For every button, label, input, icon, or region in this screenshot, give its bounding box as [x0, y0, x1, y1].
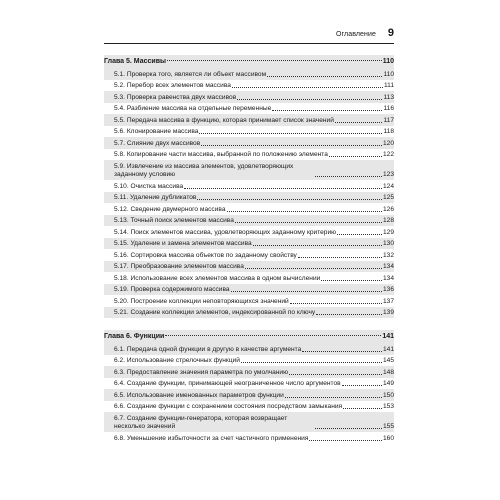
toc-entry-page: 120 — [382, 139, 394, 147]
toc-entry[interactable] — [104, 295, 394, 307]
toc-entry-title: 6.6. Создание функции с сохранением состояния посредством замыкания — [114, 403, 343, 410]
toc-entry-title: 5.13. Точный поиск элементов массива — [114, 217, 234, 224]
toc-entry-title: 5.11. Удаление дубликатов — [114, 194, 197, 201]
running-header — [104, 29, 394, 44]
chapter-page: 110 — [382, 57, 394, 65]
toc-entry-page: 129 — [382, 228, 394, 236]
chapter-heading[interactable] — [104, 330, 394, 343]
leader-dots — [342, 385, 382, 386]
chapter-page: 141 — [382, 332, 394, 340]
toc-entry[interactable] — [104, 343, 394, 355]
toc-entry[interactable] — [104, 160, 394, 180]
chapter-section — [104, 55, 394, 318]
toc-entry[interactable] — [104, 389, 394, 401]
toc-entry-title: 5.1. Проверка того, является ли объект массивом — [114, 70, 267, 78]
toc-entry[interactable] — [104, 114, 394, 126]
toc-entry[interactable] — [104, 180, 394, 192]
toc-entry-page: 111 — [383, 82, 394, 89]
toc-entry-title: 5.18. Использование всех элементов массива в одном вычислении — [114, 274, 321, 282]
toc-entry[interactable] — [104, 91, 394, 103]
toc-entry[interactable] — [104, 378, 394, 390]
toc-entry[interactable] — [104, 103, 394, 115]
toc-entry-title: 6.1. Передача одной функции в другую в качестве аргумента — [114, 345, 302, 353]
toc-entry-page: 132 — [382, 251, 394, 259]
toc-entry-page: 113 — [383, 93, 394, 101]
toc-entry-page: 139 — [382, 309, 394, 316]
toc-entry-page: 137 — [382, 297, 394, 305]
toc-entry[interactable] — [104, 432, 394, 444]
table-of-contents — [104, 55, 394, 444]
toc-entry[interactable] — [104, 137, 394, 149]
leader-dots — [241, 362, 382, 363]
leader-dots — [335, 122, 383, 123]
toc-entry-title: 5.21. Создание коллекции элементов, индексированной по ключу — [114, 309, 316, 316]
toc-entry-title: 6.5. Использование именованных параметров функции — [114, 391, 284, 399]
leader-dots — [267, 76, 382, 77]
leader-dots — [245, 268, 382, 269]
toc-entry-title: 5.9. Извлечение из массива элементов, удовлетворяющих заданному условию — [114, 163, 294, 178]
toc-entry[interactable] — [104, 215, 394, 227]
toc-entry[interactable] — [104, 272, 394, 284]
toc-entry-page: 150 — [382, 391, 394, 399]
toc-entry[interactable] — [104, 401, 394, 413]
toc-entry-page: 141 — [382, 345, 394, 353]
leader-dots — [298, 257, 382, 258]
leader-dots — [337, 234, 382, 235]
leader-dots — [289, 374, 382, 375]
toc-entry[interactable] — [104, 226, 394, 238]
toc-entry-page: 118 — [383, 128, 394, 135]
chapter-title: Глава 5. Массивы — [104, 57, 166, 65]
toc-entry-page: 149 — [382, 380, 394, 387]
toc-entry-title: 6.7. Создание функции-генератора, которая возвращает несколько значений — [114, 415, 288, 430]
toc-entry[interactable] — [104, 68, 394, 80]
toc-entry-page: 125 — [382, 194, 394, 201]
toc-entry-title: 5.19. Проверка содержимого массива — [114, 286, 230, 293]
toc-entry-title: 5.3. Проверка равенства двух массивов — [114, 93, 237, 101]
toc-entry-title: 5.12. Сведение двумерного массива — [114, 205, 226, 213]
toc-entry-page: 116 — [383, 105, 394, 112]
toc-entry-page: 128 — [382, 217, 394, 224]
toc-entry[interactable] — [104, 203, 394, 215]
header-title: Оглавление — [335, 31, 376, 38]
leader-dots — [315, 176, 382, 177]
toc-entry-page: 122 — [382, 151, 394, 158]
leader-dots — [253, 245, 382, 246]
leader-dots — [165, 335, 381, 336]
leader-dots — [237, 99, 382, 100]
toc-entry-title: 6.2. Использование стрелочных функций — [114, 357, 240, 364]
chapter-title: Глава 6. Функции — [104, 332, 165, 340]
toc-entry-title: 5.10. Очистка массива — [114, 182, 184, 190]
toc-entry-title: 6.3. Предоставление значения параметра по умолчанию — [114, 368, 289, 376]
toc-entry-title: 5.20. Построение коллекции неповторяющихся значений — [114, 297, 289, 305]
leader-dots — [302, 351, 382, 352]
leader-dots — [235, 222, 382, 223]
header-page-number: 9 — [387, 27, 394, 39]
toc-entry[interactable] — [104, 412, 394, 432]
leader-dots — [316, 314, 382, 315]
toc-entry-page: 134 — [382, 263, 394, 270]
toc-entry-title: 6.4. Создание функции, принимающей неограниченное число аргументов — [114, 380, 341, 387]
toc-entry[interactable] — [104, 355, 394, 367]
leader-dots — [201, 145, 382, 146]
toc-entry-page: 110 — [383, 70, 394, 78]
toc-entry[interactable] — [104, 192, 394, 204]
toc-entry-title: 5.4. Разбиение массива на отдельные переменные — [114, 105, 272, 112]
toc-entry-title: 5.17. Преобразование элементов массива — [114, 263, 244, 270]
chapter-heading[interactable] — [104, 55, 394, 68]
toc-entry-page: 145 — [382, 357, 394, 364]
toc-entry[interactable] — [104, 284, 394, 296]
leader-dots — [184, 188, 382, 189]
toc-entry-title: 5.5. Передача массива в функцию, которая принимает список значений — [114, 116, 334, 124]
toc-entry-title: 5.15. Удаление и замена элементов массива — [114, 240, 252, 247]
leader-dots — [309, 440, 382, 441]
toc-entry-title: 6.8. Уменьшение избыточности за счет частичного применения — [114, 434, 309, 442]
toc-entry-page: 136 — [382, 286, 394, 293]
leader-dots — [197, 199, 382, 200]
leader-dots — [315, 428, 382, 429]
chapter-gap — [104, 318, 394, 330]
toc-entry-page: 155 — [382, 423, 394, 430]
toc-entry[interactable] — [104, 261, 394, 273]
leader-dots — [321, 280, 382, 281]
toc-entry-page: 124 — [382, 182, 394, 190]
leader-dots — [290, 303, 382, 304]
toc-entry[interactable] — [104, 249, 394, 261]
leader-dots — [272, 110, 382, 111]
leader-dots — [343, 408, 382, 409]
toc-entry-page: 134 — [382, 274, 394, 282]
toc-entry-title: 5.14. Поиск элементов массива, удовлетворяющих заданному критерию — [114, 228, 337, 236]
toc-entry-page: 117 — [383, 116, 394, 124]
leader-dots — [231, 291, 382, 292]
leader-dots — [285, 397, 382, 398]
toc-entry-page: 130 — [382, 240, 394, 247]
toc-entry-page: 153 — [382, 403, 394, 410]
toc-entry-page: 160 — [382, 434, 394, 442]
toc-entry[interactable] — [104, 126, 394, 138]
leader-dots — [329, 156, 382, 157]
leader-dots — [167, 60, 382, 61]
toc-entry-title: 5.2. Перебор всех элементов массива — [114, 82, 231, 89]
toc-entry[interactable] — [104, 149, 394, 161]
toc-entry[interactable] — [104, 366, 394, 378]
toc-entry-title: 5.16. Сортировка массива объектов по заданному свойству — [114, 251, 297, 259]
chapter-section — [104, 330, 394, 444]
toc-entry-title: 5.7. Слияние двух массивов — [114, 139, 201, 147]
toc-entry[interactable] — [104, 307, 394, 319]
toc-entry-title: 5.8. Копирование части массива, выбранной по положению элемента — [114, 151, 328, 158]
toc-entry[interactable] — [104, 238, 394, 250]
toc-entry-page: 148 — [382, 368, 394, 376]
toc-entry[interactable] — [104, 80, 394, 92]
toc-entry-title: 5.6. Клонирование массива — [114, 128, 199, 135]
leader-dots — [232, 87, 383, 88]
toc-entry-page: 126 — [382, 205, 394, 213]
leader-dots — [199, 133, 382, 134]
leader-dots — [227, 211, 382, 212]
toc-entry-page: 123 — [382, 171, 394, 178]
